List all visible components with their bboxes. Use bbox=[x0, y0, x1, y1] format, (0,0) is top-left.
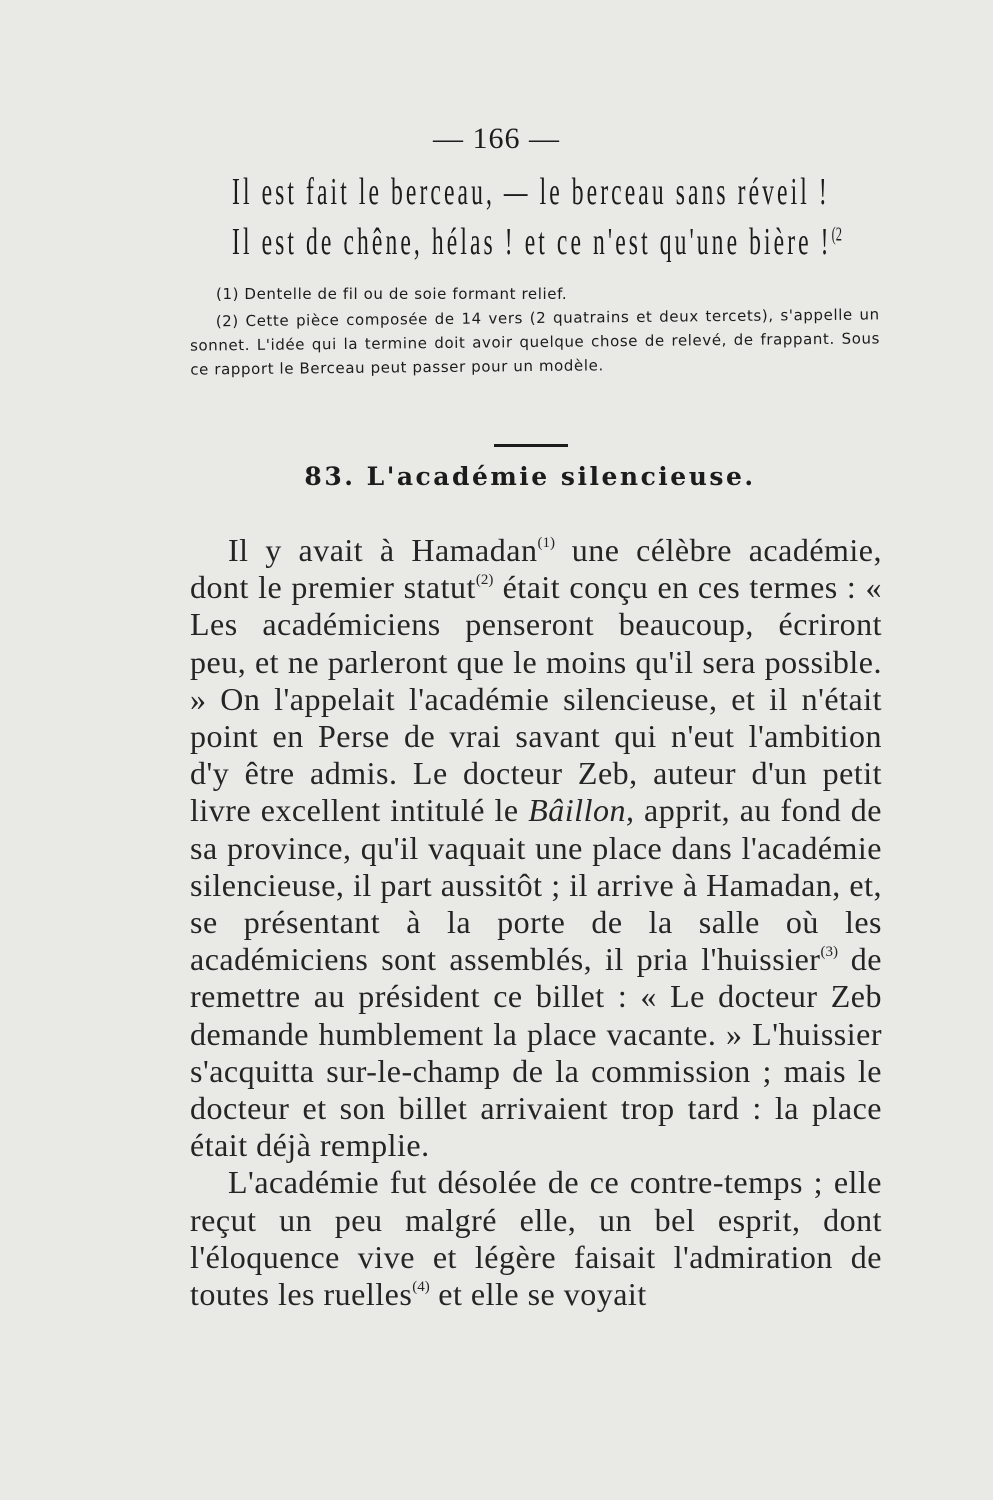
text-run: L'académie fut désolée de ce contre-temps ; elle reçut un peu malgré elle, un bel esprit, dont l'éloquence vive et légère faisait l'admiration de toutes les ruelles bbox=[190, 1164, 882, 1313]
paragraph-1 bbox=[190, 532, 882, 1164]
body-text bbox=[190, 532, 882, 1313]
footnote-ref-3: (3) bbox=[820, 944, 838, 961]
text-run: et elle se voyait bbox=[429, 1276, 647, 1313]
text-run: une célèbre académie, dont le premier statut bbox=[190, 532, 883, 606]
footnote-2: (2) Cette pièce composée de 14 vers (2 quatrains et deux tercets), s'appelle un sonnet. L'idée qui la termine doit avoir quelque chose de relevé, de frappant. Sous ce rapport le Berceau peut passer pour un modèle. bbox=[189, 305, 881, 379]
section-title: 83. L'académie silencieuse. bbox=[304, 462, 756, 491]
section-divider bbox=[494, 444, 568, 447]
page-number: — 166 — bbox=[433, 122, 560, 155]
verse-line-2-text: Il est de chêne, hélas ! et ce n'est qu'une bière ! bbox=[232, 221, 832, 263]
footnote-ref-1: (1) bbox=[537, 535, 555, 551]
text-run: Il y avait à Hamadan bbox=[228, 532, 538, 568]
book-title: Bâillon, bbox=[528, 792, 635, 829]
footnote-ref-2: (2 bbox=[831, 223, 842, 246]
text-run: était conçu en ces termes : « Les académiciens penseront beaucoup, écriront peu, et ne parleront que le moins qu'il sera possible. » On l'appelait l'académie silencieuse, et il n'était point en Perse de vrai savant qui n'eut l'ambition d'y être admis. Le docteur Zeb, auteur d'un petit livre excellent intitulé le bbox=[190, 569, 883, 829]
footnote-ref-2: (2) bbox=[475, 572, 494, 589]
text-run: apprit, au fond de sa province, qu'il vaquait une place dans l'académie silencieuse, il part aussitôt ; il arrive à Hamadan, et, se présentant à la porte de la salle où les académiciens sont assemblés, il pria l'huissier bbox=[190, 792, 883, 978]
paragraph-2 bbox=[190, 1164, 882, 1313]
footnote-ref-4: (4) bbox=[412, 1279, 430, 1296]
verse-line-1: Il est fait le berceau, — le berceau sans réveil ! bbox=[232, 171, 830, 213]
footnote-1: (1) Dentelle de fil ou de soie formant relief. bbox=[216, 285, 568, 303]
verse-line-2 bbox=[232, 220, 842, 264]
text-run: de remettre au président ce billet : « Le docteur Zeb demande humblement la place vacante. » L'huissier s'acquitta sur-le-champ de la commission ; mais le docteur et son billet arrivaient trop tard : la place était déjà remplie. bbox=[190, 941, 883, 1164]
